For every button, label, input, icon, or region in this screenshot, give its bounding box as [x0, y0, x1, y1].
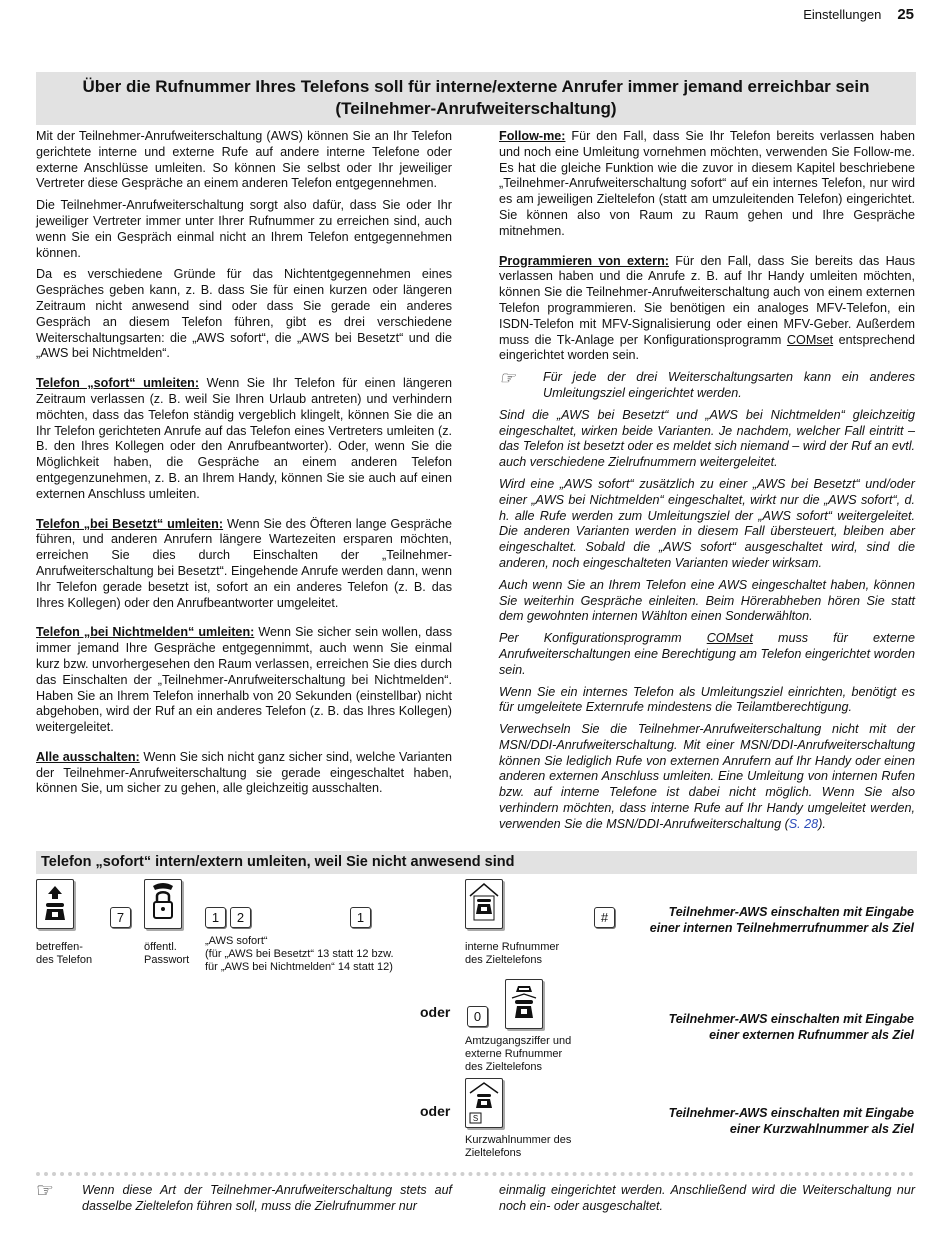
- section-name: Einstellungen: [803, 7, 882, 22]
- types-paragraph: Da es verschiedene Gründe für das Nichtentgegennehmen eines Gespräches geben kann, z. B. dass Sie für einen kurzen oder längeren Zeitraum nicht anwesend sind oder dass Sie gerade ein anderes Gespräch an diesem Telefon führen, gibt es drei verschiedene Weiterschaltungsarten: die „AWS sofort“, die „AWS bei Besetzt“ und die „AWS bei Nichtmelden“.: [36, 267, 452, 361]
- purpose-paragraph: Die Teilnehmer-Anrufweiterschaltung sorgt also dafür, dass Sie oder Ihr jeweiliger Vertreter immer unter Ihrer Rufnummer zu erreichen sind, auch wenn Sie ein Gespräch einmal nicht an Ihrem Telefon entgegennehmen können.: [36, 198, 452, 260]
- speed-key-label: S: [472, 1114, 479, 1123]
- label-phone: betreffen- des Telefon: [36, 941, 93, 966]
- desc-internal: Teilnehmer-AWS einschalten mit Eingabe einer internen Teilnehmerrufnummer als Ziel: [649, 905, 914, 935]
- title-line-1: Über die Rufnummer Ihres Telefons soll für interne/externe Anrufer immer jemand erreichbar sein: [82, 77, 870, 96]
- comset-link-2[interactable]: COMset: [706, 631, 753, 646]
- key-hash[interactable]: #: [594, 907, 615, 928]
- follow-me-heading: Follow-me:: [499, 129, 566, 143]
- note-comset-permission: Per Konfigurationsprogramm COMset muss für externe Anrufweiterschaltungen eine Berechtigung am Telefon eingerichtet worden sein.: [499, 631, 915, 677]
- left-column: [36, 129, 452, 803]
- nichtmelden-paragraph: Telefon „bei Nichtmelden“ umleiten: Wenn Sie sicher sein wollen, dass immer jemand Ihre Gespräche entgegennimmt, auch wenn Sie einmal kurz bzw. unvorhergesehen den Raum verlassen, erreichen Sie dies durch das Einschalten der „Teilnehmer-Anrufweiterschaltung bei Nichtmelden“. Haben Sie an Ihrem Telefon innerhalb von 20 Sekunden (einstellbar) nicht abgehoben, wird der Ruf an ein anderes Telefon (z. B. das Ihres Kollegen) weitergeleitet.: [36, 625, 452, 735]
- note-sofort-override: Wird eine „AWS sofort“ zusätzlich zu einer „AWS bei Besetzt“ und/oder einer „AWS bei Nichtmelden“ eingeschaltet, wirkt nur die „AWS sofort“, d. h. alle Rufe werden zum Umleitungsziel der „AWS sofort“ weitergeleitet. Die anderen Varianten werden in diesem Fall übersteuert, bleiben aber eingeschaltet. Sobald die „AWS sofort“ ausgeschaltet wird, sind die anderen, noch eingeschalteten Varianten wieder wirksam.: [499, 476, 915, 570]
- label-internal-number: interne Rufnummer des Zieltelefons: [465, 941, 560, 966]
- key-0[interactable]: 0: [467, 1006, 488, 1027]
- label-external-number: Amtzugangsziffer und externe Rufnummer des Zieltelefons: [465, 1035, 572, 1073]
- pointing-hand-icon-footer: ☞: [36, 1180, 54, 1202]
- sofort-heading: Telefon „sofort“ umleiten:: [36, 376, 200, 391]
- key-2[interactable]: 2: [230, 907, 251, 928]
- key-7[interactable]: 7: [110, 907, 131, 928]
- speed-dial-phone-icon: [465, 1078, 503, 1128]
- external-phone-icon: [505, 979, 543, 1029]
- footer-note-left: ☞ Wenn diese Art der Teilnehmer-Anrufweiterschaltung stets auf dasselbe Zieltelefon führen soll, muss die Zielrufnummer nur: [36, 1180, 452, 1213]
- key-1-second[interactable]: 1: [350, 907, 371, 928]
- note-teilamt: Wenn Sie ein internes Telefon als Umleitungsziel einrichten, benötigt es für umgeleitete Externrufe mindestens die Teilamtberechtigung.: [499, 684, 915, 715]
- extern-paragraph: Programmieren von extern: Für den Fall, dass Sie bereits das Haus verlassen haben und die Anrufe z. B. auf Ihr Handy umleiten möchten, können Sie die Teilnehmer-Anrufweiterschaltung auch von einem externen Telefon programmieren. Sie benötigen ein analoges MFV-Telefon, ein ISDN-Telefon mit MFV-Signalisierung oder einen MFV-Geber. Außerdem muss die Tk-Anlage per Konfigurationsprogramm COMset entsprechend eingerichtet worden sein.: [499, 253, 915, 363]
- desc-speed-dial: Teilnehmer-AWS einschalten mit Eingabe einer Kurzwahlnummer als Ziel: [668, 1106, 914, 1136]
- or-label-1: oder: [420, 1004, 451, 1020]
- desc-external: Teilnehmer-AWS einschalten mit Eingabe einer externen Rufnummer als Ziel: [668, 1012, 914, 1042]
- note-targets: ☞ Für jede der drei Weiterschaltungsarten kann ein anderes Umleitungsziel eingerichtet werden.: [499, 368, 915, 400]
- key-1[interactable]: 1: [205, 907, 226, 928]
- intro-paragraph: Mit der Teilnehmer-Anrufweiterschaltung (AWS) können Sie an Ihr Telefon gerichtete interne und externe Rufe auf andere interne Telefone oder externe Anschlüsse umleiten. So können Sie selbst oder Ihr jeweiliger Vertreter diese Gespräche an einem anderen Telefon entgegennehmen.: [36, 129, 452, 191]
- nichtmelden-heading: Telefon „bei Nichtmelden“ umleiten:: [36, 625, 255, 640]
- besetzt-paragraph: Telefon „bei Besetzt“ umleiten: Wenn Sie des Öfteren lange Gespräche führen, und anderen Anrufern längere Wartezeiten ersparen möchten, erreichen Sie dies durch Einschalten der „Teilnehmer-Anrufweiterschaltung bei Besetzt“. Eingehende Anrufe werden dann, wenn Ihr Telefon gerade besetzt ist, sofort an ein anderes Telefon (z. B. das Ihres Kollegen) oder den Anrufbeantworter umgeleitet.: [36, 516, 453, 610]
- page-number: 25: [897, 6, 914, 23]
- divider: [36, 1172, 914, 1176]
- follow-me-paragraph: Follow-me: Für den Fall, dass Sie Ihr Telefon bereits verlassen haben und noch eine Umleitung vornehmen möchten, verwenden Sie Follow-me. Es hat die gleiche Funktion wie die zuvor in diesem Kapitel beschriebene „Teilnehmer-Anrufweiterschaltung sofort“ auf ein internes Telefon, nur wird es am jeweiligen Zieltelefon (statt am umzuleitenden Telefon) eingerichtet. Sie können also von Raum zu Raum gehen und Ihre Gespräche mitnehmen.: [499, 129, 915, 238]
- comset-link[interactable]: COMset: [786, 332, 834, 347]
- sofort-paragraph: Telefon „sofort“ umleiten: Wenn Sie Ihr Telefon für einen längeren Zeitraum verlassen (z. B. weil Sie Ihren Urlaub antreten) und verhindern möchten, dass das Telefon ständig vergeblich klingelt, können Sie die an Ihr Telefon gerichteten Anrufe auf das Telefon eines Vertreters umleiten (z. B. den Ihres Kollegen oder den Anrufbeantworter). Oder, wenn Sie die Möglichkeit haben, die Gespräche an einem anderen Telefon entgegenzunehmen, z. B. an Ihrem Handy, können Sie sie auch auf einen externen Anschluss umleiten.: [36, 376, 452, 501]
- page-ref-link[interactable]: S. 28: [788, 816, 819, 831]
- extern-heading: Programmieren von extern:: [499, 253, 669, 268]
- alle-aus-heading: Alle ausschalten:: [36, 749, 140, 764]
- page-title: [36, 72, 916, 125]
- target-phone-house-icon: [465, 879, 503, 929]
- label-password: öffentl. Passwort: [144, 941, 190, 966]
- or-label-2: oder: [420, 1103, 451, 1119]
- pointing-hand-icon: ☞: [499, 368, 516, 389]
- title-line-2: (Teilnehmer-Anrufweiterschaltung): [335, 99, 617, 118]
- note-besetzt-nichtmelden: Sind die „AWS bei Besetzt“ und „AWS bei Nichtmelden“ gleichzeitig eingeschaltet, wirken beide Varianten. Je nachdem, welcher Fall eintritt – das Telefon ist besetzt oder es meldet sich niemand – wird der Ruf an evtl. auch verschiedene Zielrufnummern weitergeleitet.: [499, 407, 915, 470]
- note-special-tone: Auch wenn Sie an Ihrem Telefon eine AWS eingeschaltet haben, können Sie weiterhin Gespräche einleiten. Beim Hörerabheben hören Sie statt dem gewohnten internen Wählton einen Sonderwählton.: [499, 577, 915, 624]
- password-lock-icon: [144, 879, 182, 929]
- procedure-title: Telefon „sofort“ intern/extern umleiten, weil Sie nicht anwesend sind: [36, 851, 917, 874]
- note-msn-ddi: Verwechseln Sie die Teilnehmer-Anrufweiterschaltung nicht mit der MSN/DDI-Anrufweiterschaltung. Mit einer MSN/DDI-Anrufweiterschaltung können Sie lediglich Rufe von externen Anrufern auf Ihr Handy oder einen anderen externen Anschluss umleiten. Eine Umleitung von internen Rufen bzw. auf interne Telefone ist dabei nicht möglich. Wenn Sie also verhindern möchten, dass interne Rufe auf Ihr Handy umgeleitet werden, verwenden Sie die MSN/DDI-Anrufweiterschaltung (S. 28).: [499, 722, 915, 831]
- footer-note-right: einmalig eingerichtet werden. Anschließend wird die Weiterschaltung nur noch ein- oder ausgeschaltet.: [499, 1183, 915, 1213]
- right-column: [499, 129, 915, 839]
- page-header: [803, 6, 914, 23]
- handset-lift-icon: [36, 879, 74, 929]
- alle-aus-paragraph: Alle ausschalten: Wenn Sie sich nicht ganz sicher sind, welche Varianten der Teilnehmer-Anrufweiterschaltung sie gerade eingeschaltet haben, können Sie, um sicher zu gehen, alle gleichzeitig ausschalten.: [36, 749, 453, 796]
- label-aws-code: „AWS sofort“ (für „AWS bei Besetzt“ 13 statt 12 bzw. für „AWS bei Nichtmelden“ 14 statt 12): [205, 935, 394, 973]
- label-speed-dial: Kurzwahlnummer des Zieltelefons: [465, 1134, 572, 1159]
- besetzt-heading: Telefon „bei Besetzt“ umleiten:: [36, 516, 224, 531]
